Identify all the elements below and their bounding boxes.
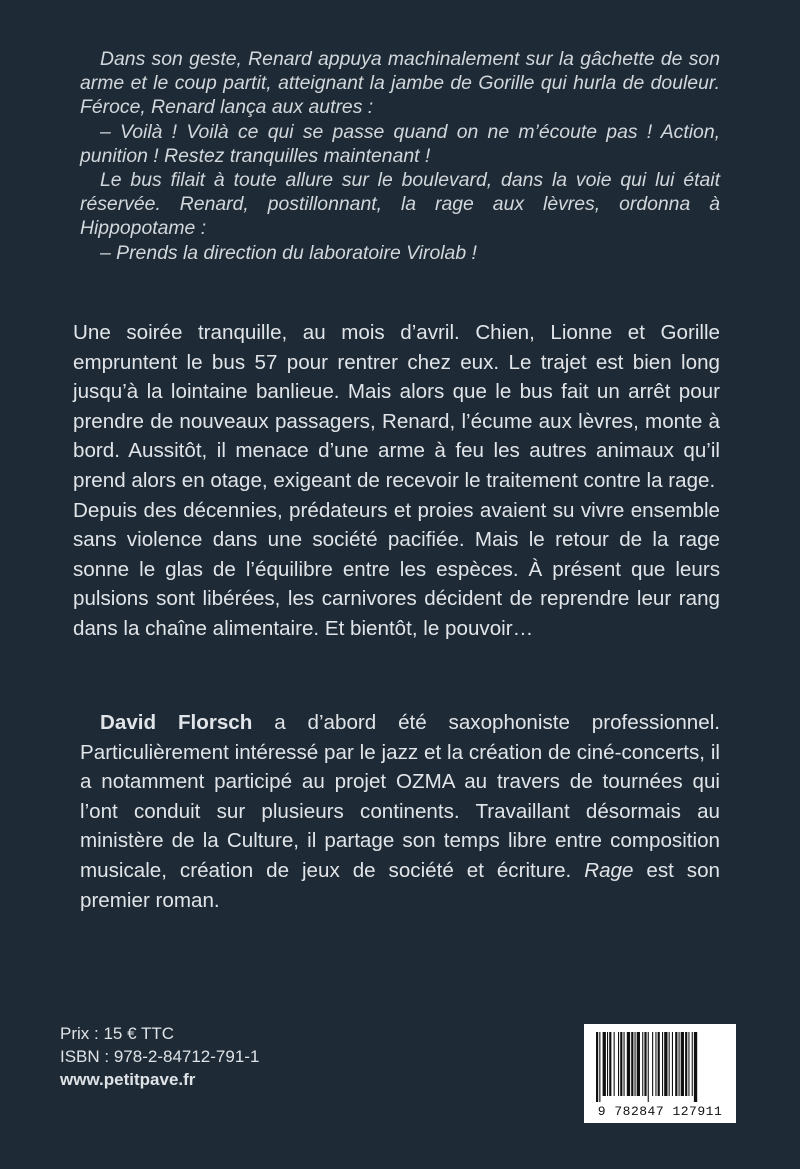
barcode-bar (620, 1032, 622, 1096)
excerpt-paragraph: Dans son geste, Renard appuya machinalement sur la gâchette de son arme et le coup partit, atteignant la jambe de Gorille qui hurla de douleur. Féroce, Renard lança aux autres : (80, 48, 720, 119)
barcode-bar (648, 1032, 649, 1102)
book-title: Rage (584, 858, 634, 882)
barcode-bar (681, 1032, 684, 1096)
barcode-bar (685, 1032, 687, 1096)
barcode-bar (675, 1032, 677, 1096)
barcode-bar (662, 1032, 663, 1096)
barcode-bar (599, 1032, 600, 1102)
synopsis (73, 318, 720, 644)
barcode-bar (644, 1032, 646, 1096)
barcode-bar (618, 1032, 619, 1096)
barcode-bar (607, 1032, 608, 1096)
excerpt-paragraph: Le bus filait à toute allure sur le boulevard, dans la voie qui lui était réservée. Renard, postillonnant, la rage aux lèvres, ordonna à Hippopotame : (80, 169, 720, 240)
barcode-digits: 9 782847 127911 (597, 1104, 723, 1119)
isbn: ISBN : 978-2-84712-791-1 (60, 1047, 260, 1066)
barcode-bar (658, 1032, 660, 1096)
barcode-bar (669, 1032, 670, 1096)
book-excerpt (80, 47, 720, 265)
barcode-bar (652, 1032, 653, 1096)
excerpt-paragraph: – Voilà ! Voilà ce qui se passe quand on ne m’écoute pas ! Action, punition ! Restez tranquilles maintenant ! (80, 120, 720, 167)
price: Prix : 15 € TTC (60, 1024, 174, 1043)
barcode-bar (655, 1032, 656, 1096)
synopsis-paragraph: Une soirée tranquille, au mois d’avril. Chien, Lionne et Gorille empruntent le bus 57 pour rentrer chez eux. Le trajet est bien long jusqu’à la lointaine banlieue. Mais alors que le bus fait un arrêt pour prendre de nouveaux passagers, Renard, l’écume aux lèvres, monte à bord. Aussitôt, il menace d’une arme à feu les autres animaux qu’il prend alors en otage, exigeant de recevoir le traitement contre la rage. (73, 321, 720, 492)
author-bio-paragraph (80, 708, 720, 915)
synopsis-paragraph: Depuis des décennies, prédateurs et proies avaient su vivre ensemble sans violence dans une société pacifiée. Mais le retour de la rage sonne le glas de l’équilibre entre les espèces. À présent que leurs pulsions sont libérées, les carnivores décident de reprendre leur rang dans la chaîne alimentaire. Et bientôt, le pouvoir… (73, 498, 720, 640)
barcode-bar (624, 1032, 625, 1096)
barcode-bar (627, 1032, 630, 1096)
barcode-bar (637, 1032, 640, 1096)
barcode-bar (692, 1032, 693, 1096)
barcode-bar (631, 1032, 633, 1096)
barcode-bar (688, 1032, 689, 1096)
author-bio (80, 708, 720, 915)
barcode-bar (596, 1032, 598, 1102)
barcode-bar (635, 1032, 636, 1096)
publication-info (60, 1022, 259, 1091)
barcode-bar (694, 1032, 697, 1102)
bio-text-end: est son premier roman. (80, 858, 720, 912)
barcode-bar (642, 1032, 643, 1096)
barcode-icon (584, 1024, 736, 1104)
author-name: David Florsch (100, 711, 253, 734)
barcode-bar (603, 1032, 606, 1096)
bio-text: a d’abord été saxophoniste professionnel. Particulièrement intéressé par le jazz et la création de ciné-concerts, il a notamment participé au projet OZMA au travers de tournées qui l’ont conduit sur plusieurs continents. Travaillant désormais au ministère de la Culture, il partage son temps libre entre composition musicale, création de jeux de société et écriture. (80, 711, 720, 882)
barcode-bar (672, 1032, 673, 1096)
publisher-website: www.petitpave.fr (60, 1070, 196, 1089)
isbn-barcode (584, 1024, 736, 1123)
barcode-bar (664, 1032, 667, 1096)
barcode-bar (609, 1032, 611, 1096)
barcode-bar (679, 1032, 680, 1096)
excerpt-paragraph: – Prends la direction du laboratoire Virolab ! (100, 241, 477, 264)
barcode-bar (614, 1032, 615, 1096)
